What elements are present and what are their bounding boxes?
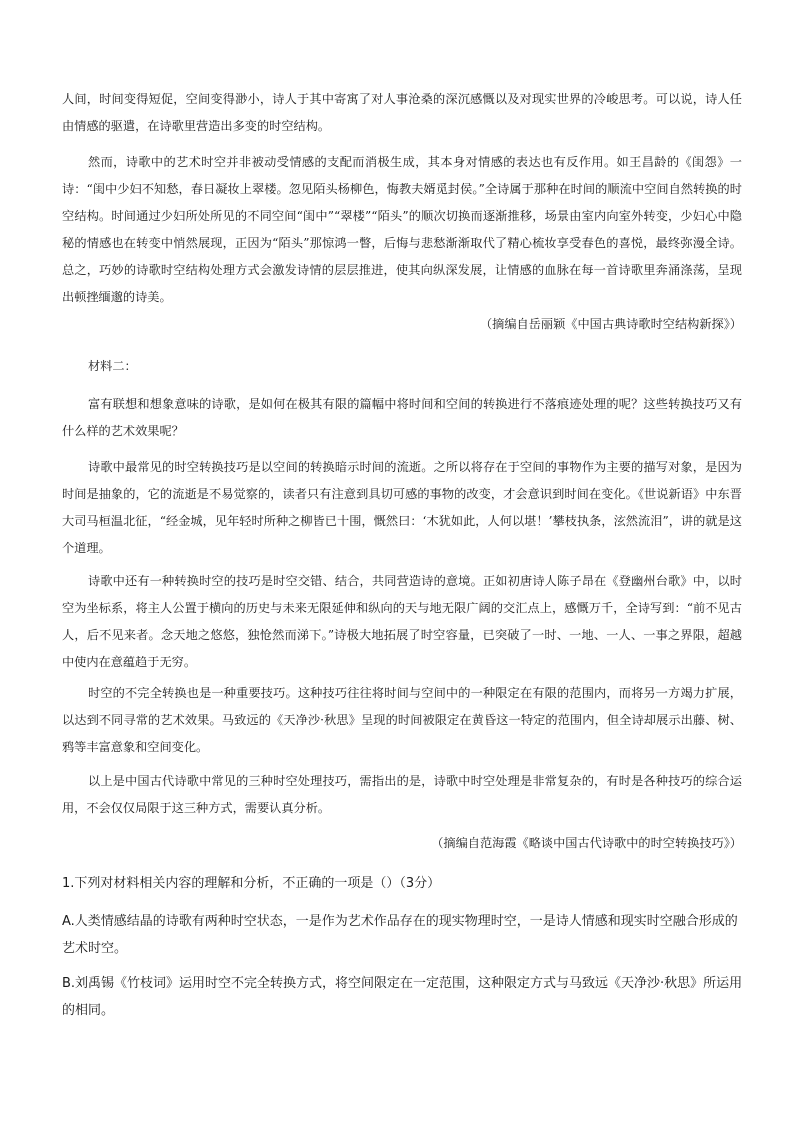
paragraph-5: 诗歌中还有一种转换时空的技巧是时空交错、结合，共同营造诗的意境。正如初唐诗人陈子昂在《登幽州台歌》中，以时空为坐标系，将主人公置于横向的历史与未来无限延伸和纵向的天与地无限广阔的交汇点上，感慨万千，全诗写到：“前不见古人，后不见来者。念天地之悠悠，独怆然而涕下。”诗极大地拓展了时空容量，已突破了一时、一地、一人、一事之界限，超越中使内在意蕴趋于无穷。 <box>62 574 742 669</box>
paragraph-7: 以上是中国古代诗歌中常见的三种时空处理技巧，需指出的是，诗歌中时空处理是非常复杂的，有时是各种技巧的综合运用，不会仅仅局限于这三种方式，需要认真分析。 <box>62 774 742 815</box>
material-2-heading: 材料二： <box>88 359 137 373</box>
option-a: A.人类情感结晶的诗歌有两种时空状态，一是作为艺术作品存在的现实物理时空，一是诗人情感和现实时空融合形成的艺术时空。 <box>62 914 738 956</box>
paragraph-6: 时空的不完全转换也是一种重要技巧。这种技巧往往将时间与空间中的一种限定在有限的范围内，而将另一方竭力扩展，以达到不同寻常的艺术效果。马致远的《天净沙·秋思》呈现的时间被限定在黄昏这一特定的范围内，但全诗却展示出藤、树、鸦等丰富意象和空间变化。 <box>62 686 742 754</box>
source-citation-2: （摘编自范海霞《略谈中国古代诗歌中的时空转换技巧》） <box>431 836 742 850</box>
source-citation-1: （摘编自岳丽颖《中国古典诗歌时空结构新探》） <box>479 317 742 331</box>
paragraph-4: 诗歌中最常见的时空转换技巧是以空间的转换暗示时间的流逝。之所以将存在于空间的事物作为主要的描写对象，是因为时间是抽象的，它的流逝是不易觉察的，读者只有注意到具切可感的事物的改变，才会意识到时间在变化。《世说新语》中东晋大司马桓温北征，“经金城，见年轻时所种之柳皆已十围，慨然曰：‘木犹如此，人何以堪！’攀枝执条，泫然流泪”，讲的就是这个道理。 <box>62 460 742 555</box>
question-1: 1.下列对材料相关内容的理解和分析，不正确的一项是（）（3分） <box>62 876 441 891</box>
paragraph-2: 然而，诗歌中的艺术时空并非被动受情感的支配而消极生成，其本身对情感的表达也有反作用。如王昌龄的《闺怨》一诗：“闺中少妇不知愁，春日凝妆上翠楼。忽见陌头杨柳色，悔教夫婿觅封侯。”全诗属于那种在时间的顺流中空间自然转换的时空结构。时间通过少妇所处所见的不同空间“闺中”“翠楼”“陌头”的顺次切换而逐渐推移，场景由室内向室外转变，少妇心中隐秘的情感也在转变中悄然展现，正因为“陌头”那惊鸿一瞥，后悔与悲愁渐渐取代了精心梳妆享受春色的喜悦，最终弥漫全诗。总之，巧妙的诗歌时空结构处理方式会激发诗情的层层推进，使其向纵深发展，让情感的血脉在每一首诗歌里奔涌涤荡，呈现出顿挫缅邈的诗美。 <box>62 155 742 304</box>
paragraph-1: 人间，时间变得短促，空间变得渺小，诗人于其中寄寓了对人事沧桑的深沉感慨以及对现实世界的冷峻思考。可以说，诗人任由情感的驱遣，在诗歌里营造出多变的时空结构。 <box>62 92 742 133</box>
paragraph-3: 富有联想和想象意味的诗歌，是如何在极其有限的篇幅中将时间和空间的转换进行不落痕迹处理的呢？这些转换技巧又有什么样的艺术效果呢？ <box>62 397 742 438</box>
option-b: B.刘禹锡《竹枝词》运用时空不完全转换方式，将空间限定在一定范围，这种限定方式与马致远《天净沙·秋思》所运用的相同。 <box>62 976 743 1018</box>
